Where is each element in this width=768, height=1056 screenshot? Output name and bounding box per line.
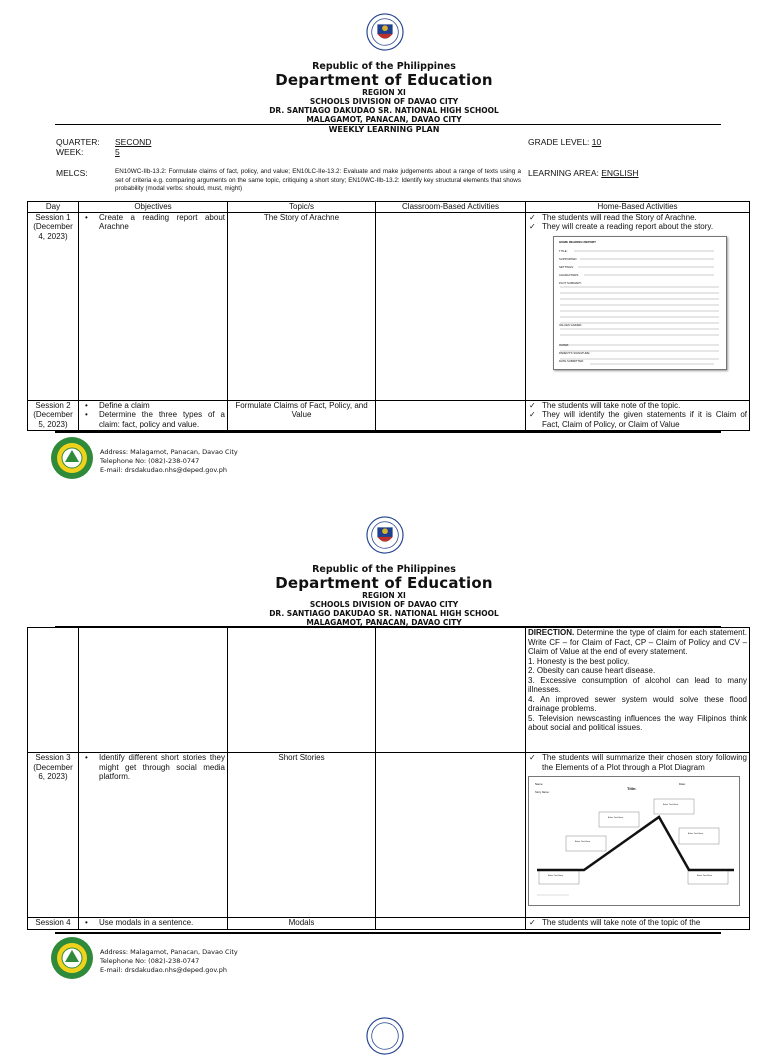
republic-text: Republic of the Philippines (312, 564, 456, 575)
report-fields (559, 247, 582, 287)
footer-divider (55, 932, 721, 934)
deped-seal-icon (366, 1016, 404, 1056)
objectives-cell (79, 753, 228, 918)
table-row (28, 400, 750, 430)
col-topics: Topic/s (228, 202, 376, 213)
table-row (28, 753, 750, 918)
plot-diagram-graphic (529, 777, 739, 905)
footer-address: Address: Malagamot, Panacan, Davao City (100, 948, 238, 956)
footer-phone: Telephone No: (082)-238-0747 (100, 457, 200, 465)
plan-title: WEEKLY LEARNING PLAN (328, 125, 440, 134)
report-field: TITLE: (559, 248, 568, 253)
plot-box-label: Enter Text Here (548, 875, 564, 877)
plan-table-page-2 (27, 627, 750, 930)
plot-date-label: Date: (679, 782, 686, 786)
home-activity-item: ✓ The students will summarize their chosen story following the Elements of a Plot through a Plot Diagram (542, 753, 747, 772)
learning-area (528, 168, 639, 178)
col-day: Day (28, 202, 79, 213)
report-field: PLOT SUMMARY: (559, 280, 582, 285)
table-row (28, 918, 750, 930)
classroom-cell (376, 753, 526, 918)
region-text: REGION XI (362, 591, 406, 600)
footer-address: Address: Malagamot, Panacan, Davao City (100, 448, 238, 456)
statement-item: 3. Excessive consumption of alcohol can lead to many illnesses. (528, 675, 747, 694)
report-field: RATER: (559, 342, 570, 347)
home-activity-item: ✓ They will create a reading report about the story. (542, 222, 747, 232)
grade-value: 10 (591, 137, 602, 147)
statement-item: 4. An improved sewer system would solve these flood drainage problems. (528, 694, 747, 713)
footer (50, 436, 350, 480)
topic-cell: Formulate Claims of Fact, Policy, and Value (228, 400, 376, 430)
direction-cell (526, 628, 750, 753)
topic-cell: Modals (228, 918, 376, 930)
home-cell (526, 212, 750, 400)
region-text: REGION XI (362, 88, 406, 97)
statement-item: 2. Obesity can cause heart disease. (528, 666, 656, 675)
report-field: DATE SUBMITTED: (559, 358, 584, 363)
topic-cell: Short Stories (228, 753, 376, 918)
footer (50, 936, 350, 980)
melcs-label: MELCS: (56, 168, 88, 178)
objective-item: • Determine the three types of a claim: fact, policy and value. (99, 410, 225, 429)
school-logo-icon (50, 936, 94, 980)
home-activity-item: ✓ The students will read the Story of Arachne. (542, 213, 747, 223)
report-field: PARENT'S SIGNATURE: (559, 350, 591, 355)
footer-divider (55, 431, 721, 433)
home-cell (526, 400, 750, 430)
week-label: WEEK: (56, 147, 84, 157)
col-objectives: Objectives (79, 202, 228, 213)
table-row (28, 628, 750, 753)
footer-address-block (100, 448, 238, 475)
home-activity-item: ✓ The students will take note of the topic. (542, 401, 747, 411)
classroom-cell (376, 212, 526, 400)
classroom-cell (376, 400, 526, 430)
plan-table-page-1 (27, 201, 750, 431)
table-row (28, 212, 750, 400)
col-home: Home-Based Activities (526, 202, 750, 213)
direction-label: DIRECTION. (528, 628, 575, 637)
school-name: DR. SANTIAGO DAKUDAO SR. NATIONAL HIGH SCHOOL (269, 106, 499, 115)
objectives-cell (79, 400, 228, 430)
statement-item: 5. Television newscasting influences the way Filipinos think about social and political issues. (528, 713, 747, 732)
footer-address-block (100, 948, 238, 975)
quarter-label: QUARTER: (56, 137, 100, 147)
objectives-cell (79, 212, 228, 400)
objective-item: • Create a reading report about Arachne (99, 213, 225, 232)
plot-box-label: Enter Text Here (688, 833, 704, 835)
table-header-row (28, 202, 750, 213)
reading-report-image (553, 236, 727, 370)
letterhead (0, 565, 768, 627)
plot-box-label: Enter Text Here (575, 841, 591, 843)
grade-label: GRADE LEVEL: (528, 137, 590, 147)
week-value: 5 (115, 147, 120, 157)
plot-name-label: Name: (535, 782, 544, 786)
school-address: MALAGAMOT, PANACAN, DAVAO CITY (306, 618, 462, 627)
melcs-text: EN10WC-IIb-13.2: Formulate claims of fact, policy, and value; EN10LC-IIe-13.2: Evaluate and make judgements about a range of texts using a set of criteria e.g. comparing arguments on the same topic, critiquing a short story; EN10WC-IIb-13.2: Identify key structural elements that shows probability (modal verbs: should, must, might) (115, 168, 521, 192)
area-value: ENGLISH (601, 168, 639, 178)
report-field: VALUES GAINED: (559, 322, 583, 327)
home-activity-item: ✓ The students will take note of the topic of the (542, 918, 747, 928)
plot-title-label: Title: (627, 786, 637, 791)
letterhead (0, 62, 768, 124)
plot-box-label: Enter Text Here (697, 875, 713, 877)
plot-box-label: Enter Text Here (663, 804, 679, 806)
plot-box-label: Enter Text Here (608, 817, 624, 819)
plot-story-label: Story Name: (535, 791, 550, 794)
school-logo-icon (50, 436, 94, 480)
report-field: SUPPORTED: (559, 256, 578, 261)
division-text: SCHOOLS DIVISION OF DAVAO CITY (309, 600, 459, 609)
republic-text: Republic of the Philippines (312, 61, 456, 72)
area-label: LEARNING AREA: (528, 168, 599, 178)
footer-email: E-mail: drsdakudao.nhs@deped.gov.ph (100, 966, 227, 974)
session-day: Session 4 (28, 918, 79, 930)
report-field: CHARACTERS: (559, 272, 580, 277)
objective-item: • Define a claim (99, 401, 225, 411)
deped-seal-icon (366, 12, 404, 52)
session-day: Session 3 (December 6, 2023) (28, 753, 79, 918)
report-field: SETTINGS: (559, 264, 574, 269)
objective-item: • Identify different short stories they might get through social media platform. (99, 753, 225, 782)
grade-level (528, 137, 601, 147)
department-title: Department of Education (275, 574, 493, 592)
quarter-value: SECOND (115, 137, 152, 147)
col-classroom: Classroom-Based Activities (376, 202, 526, 213)
school-address: MALAGAMOT, PANACAN, DAVAO CITY (306, 115, 462, 124)
statement-item: 1. Honesty is the best policy. (528, 656, 630, 666)
session-day: Session 2 (December 5, 2023) (28, 400, 79, 430)
home-cell (526, 753, 750, 918)
report-title: HOME READING REPORT (559, 239, 597, 244)
classroom-cell (376, 918, 526, 930)
objective-item: • Use modals in a sentence. (99, 918, 225, 928)
deped-seal-icon (366, 515, 404, 555)
home-activity-item: ✓ They will identify the given statements if it is Claim of Fact, Claim of Policy, or Claim of Value (542, 410, 747, 429)
footer-phone: Telephone No: (082)-238-0747 (100, 957, 200, 965)
department-title: Department of Education (275, 71, 493, 89)
report-fields-lower (559, 321, 590, 365)
footer-email: E-mail: drsdakudao.nhs@deped.gov.ph (100, 466, 227, 474)
school-name: DR. SANTIAGO DAKUDAO SR. NATIONAL HIGH SCHOOL (269, 609, 499, 618)
objectives-cell (79, 918, 228, 930)
session-day: Session 1 (December 4, 2023) (28, 212, 79, 400)
plot-diagram-image (528, 776, 740, 906)
topic-cell: The Story of Arachne (228, 212, 376, 400)
home-cell (526, 918, 750, 930)
division-text: SCHOOLS DIVISION OF DAVAO CITY (309, 97, 459, 106)
direction-text: Determine the type of claim for each statement. Write CF – for Claim of Fact, CP – Claim of Policy and CV – Claim of Value at the end of every statement. (528, 628, 747, 656)
